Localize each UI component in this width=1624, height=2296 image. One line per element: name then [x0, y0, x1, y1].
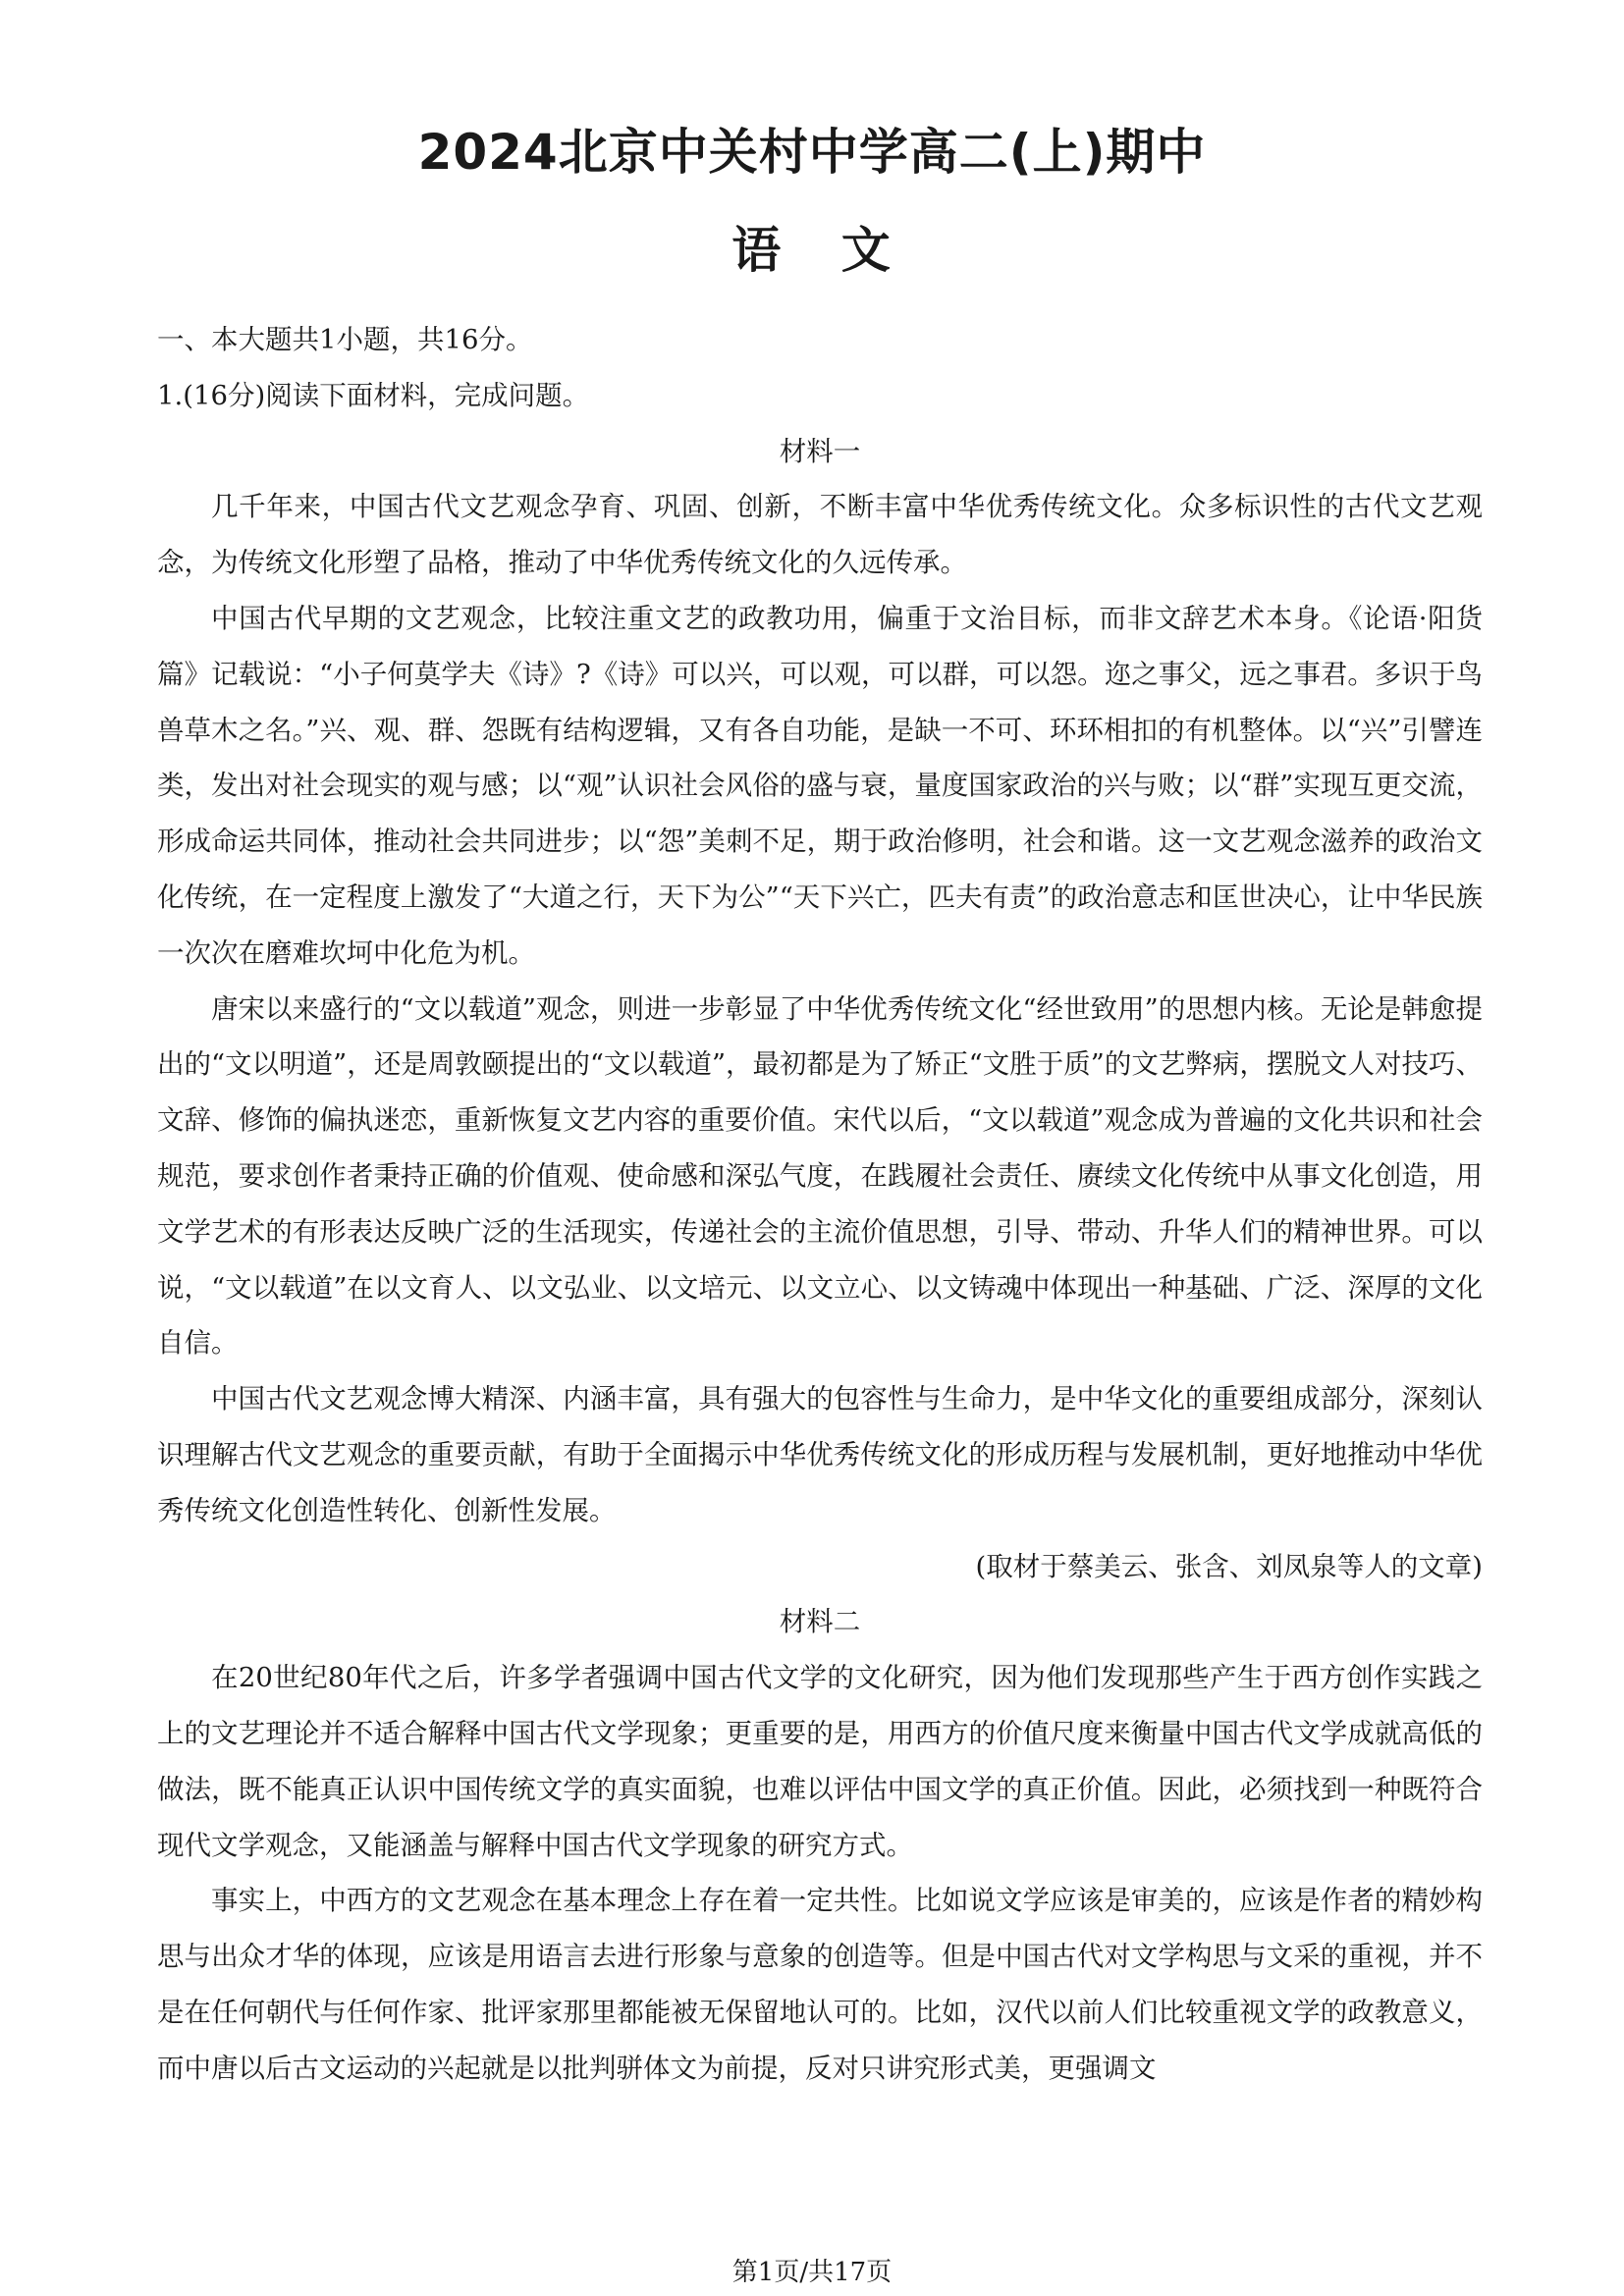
- material-one-paragraph: 几千年来，中国古代文艺观念孕育、巩固、创新，不断丰富中华优秀传统文化。众多标识性的古代文艺观念，为传统文化形塑了品格，推动了中华优秀传统文化的久远传承。: [157, 491, 1483, 579]
- material-one-source: (取材于蔡美云、张含、刘凤泉等人的文章): [975, 1550, 1483, 1582]
- material-two-heading: 材料二: [779, 1606, 861, 1638]
- section-heading: 一、本大题共1小题，共16分。: [157, 324, 533, 355]
- material-two-paragraph: 在20世纪80年代之后，许多学者强调中国古代文学的文化研究，因为他们发现那些产生于西方创作实践之上的文艺理论并不适合解释中国古代文学现象；更重要的是，用西方的价值尺度来衡量中国古代文学成就高低的做法，既不能真正认识中国传统文学的真实面貌，也难以评估中国文学的真正价值。因此，必须找到一种既符合现代文学观念，又能涵盖与解释中国古代文学现象的研究方式。: [157, 1662, 1483, 1861]
- material-one-heading: 材料一: [779, 435, 861, 467]
- material-two-paragraph: 事实上，中西方的文艺观念在基本理念上存在着一定共性。比如说文学应该是审美的，应该是作者的精妙构思与出众才华的体现，应该是用语言去进行形象与意象的创造等。但是中国古代对文学构思与文采的重视，并不是在任何朝代与任何作家、批评家那里都能被无保留地认可的。比如，汉代以前人们比较重视文学的政教意义，而中唐以后古文运动的兴起就是以批判骈体文为前提，反对只讲究形式美，更强调文: [157, 1885, 1483, 2084]
- exam-content: [157, 312, 1483, 2097]
- material-one-paragraph: 中国古代文艺观念博大精深、内涵丰富，具有强大的包容性与生命力，是中华文化的重要组成部分，深刻认识理解古代文艺观念的重要贡献，有助于全面揭示中华优秀传统文化的形成历程与发展机制，更好地推动中华优秀传统文化创造性转化、创新性发展。: [157, 1383, 1483, 1526]
- question-prompt: 1.(16分)阅读下面材料，完成问题。: [157, 379, 590, 411]
- subject-title: 语 文: [731, 222, 893, 279]
- material-one-paragraph: 唐宋以来盛行的“文以载道”观念，则进一步彰显了中华优秀传统文化“经世致用”的思想内核。无论是韩愈提出的“文以明道”，还是周敦颐提出的“文以载道”，最初都是为了矫正“文胜于质”的文艺弊病，摆脱文人对技巧、文辞、修饰的偏执迷恋，重新恢复文艺内容的重要价值。宋代以后，“文以载道”观念成为普遍的文化共识和社会规范，要求创作者秉持正确的价值观、使命感和深弘气度，在践履社会责任、赓续文化传统中从事文化创造，用文学艺术的有形表达反映广泛的生活现实，传递社会的主流价值思想，引导、带动、升华人们的精神世界。可以说，“文以载道”在以文育人、以文弘业、以文培元、以文立心、以文铸魂中体现出一种基础、广泛、深厚的文化自信。: [157, 992, 1483, 1360]
- material-one-paragraph: 中国古代早期的文艺观念，比较注重文艺的政教功用，偏重于文治目标，而非文辞艺术本身。《论语·阳货篇》记载说：“小子何莫学夫《诗》?《诗》可以兴，可以观，可以群，可以怨。迩之事父，远之事君。多识于鸟兽草木之名。”兴、观、群、怨既有结构逻辑，又有各自功能，是缺一不可、环环相扣的有机整体。以“兴”引譬连类，发出对社会现实的观与感；以“观”认识社会风俗的盛与衰，量度国家政治的兴与败；以“群”实现互更交流，形成命运共同体，推动社会共同进步；以“怨”美刺不足，期于政治修明，社会和谐。这一文艺观念滋养的政治文化传统，在一定程度上激发了“大道之行，天下为公”“天下兴亡，匹夫有责”的政治意志和匡世决心，让中华民族一次次在磨难坎坷中化危为机。: [157, 602, 1483, 969]
- page-number: 第1页/共17页: [731, 2258, 893, 2287]
- exam-title: 2024北京中关村中学高二(上)期中: [417, 124, 1207, 181]
